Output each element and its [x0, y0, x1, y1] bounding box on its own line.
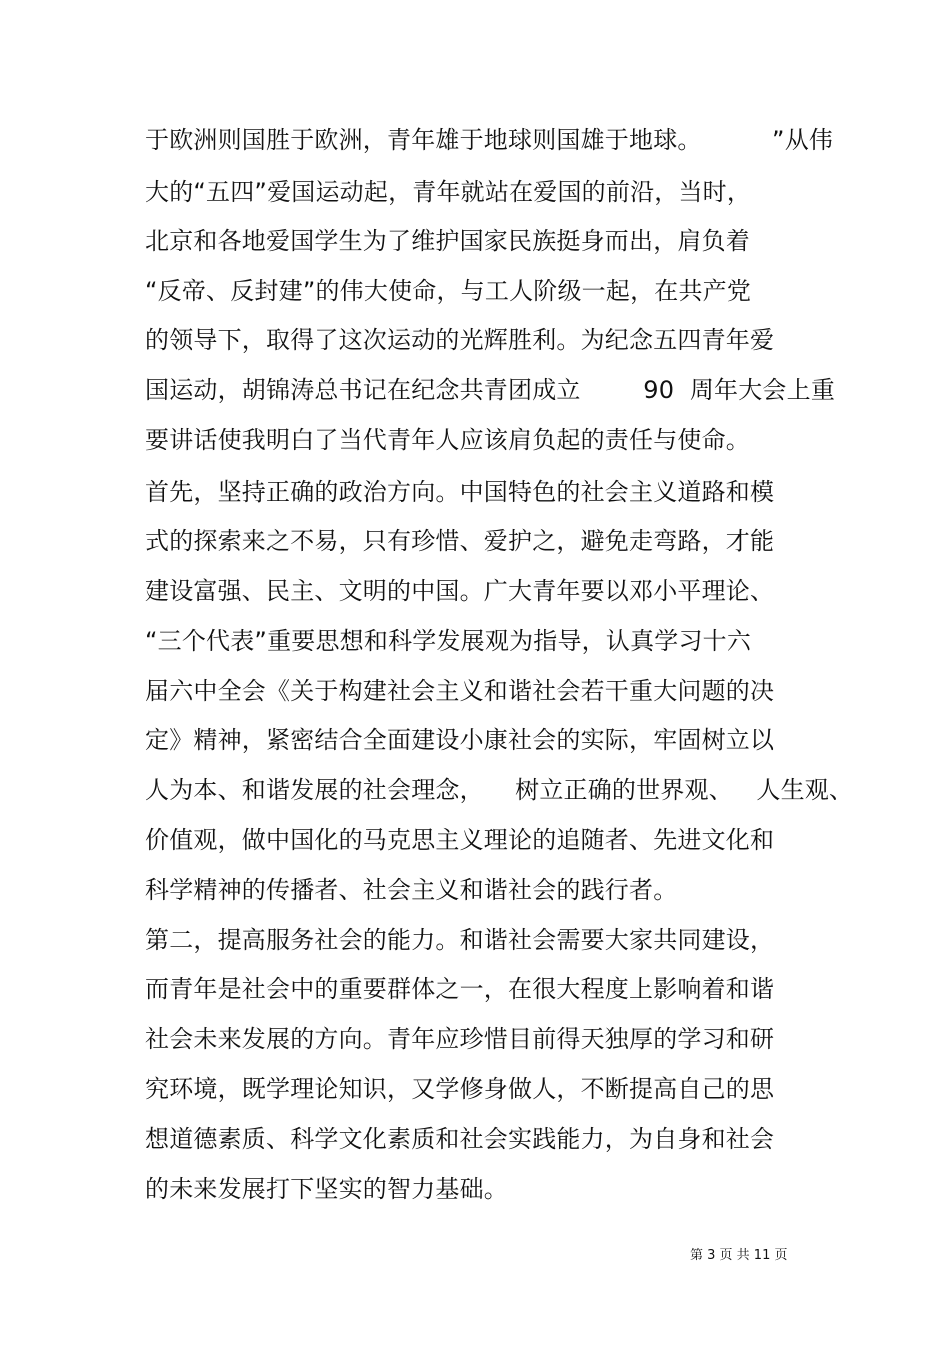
text-line: 大的“五四”爱国运动起，青年就站在爱国的前沿，当时， [145, 178, 752, 206]
text-line: 人为本、和谐发展的社会理念， 树立正确的世界观、 人生观、 [145, 776, 854, 804]
text-line: 而青年是社会中的重要群体之一，在很大程度上影响着和谐 [145, 975, 775, 1003]
text-line: 要讲话使我明白了当代青年人应该肩负起的责任与使命。 [145, 426, 750, 454]
text-line: 北京和各地爱国学生为了维护国家民族挺身而出，肩负着 [145, 227, 750, 255]
text-line: 价值观，做中国化的马克思主义理论的追随者、先进文化和 [145, 826, 775, 854]
text-line: 定》精神，紧密结合全面建设小康社会的实际，牢固树立以 [145, 726, 775, 754]
page-footer: 第 3 页 共 11 页 [690, 1248, 788, 1263]
text-line: 想道德素质、科学文化素质和社会实践能力，为自身和社会 [145, 1125, 775, 1153]
text-line: 究环境，既学理论知识，又学修身做人，不断提高自己的思 [145, 1075, 775, 1103]
text-line: 科学精神的传播者、社会主义和谐社会的践行者。 [145, 876, 678, 904]
text-line: 届六中全会《关于构建社会主义和谐社会若干重大问题的决 [145, 677, 775, 705]
text-line: 于欧洲则国胜于欧洲，青年雄于地球则国雄于地球。 ”从伟 [145, 126, 834, 154]
text-line: “反帝、反封建”的伟大使命，与工人阶级一起，在共产党 [145, 277, 752, 305]
text-line: 第二，提高服务社会的能力。和谐社会需要大家共同建设， [145, 926, 775, 954]
text-line: 国运动，胡锦涛总书记在纪念共青团成立 90 周年大会上重 [145, 376, 836, 404]
text-line: 的未来发展打下坚实的智力基础。 [145, 1175, 508, 1203]
text-line: 社会未来发展的方向。青年应珍惜目前得天独厚的学习和研 [145, 1025, 775, 1053]
text-line: 首先，坚持正确的政治方向。中国特色的社会主义道路和模 [145, 478, 775, 506]
text-line: “三个代表”重要思想和科学发展观为指导，认真学习十六 [145, 627, 752, 655]
text-line: 的领导下，取得了这次运动的光辉胜利。为纪念五四青年爱 [145, 326, 775, 354]
text-line: 建设富强、民主、文明的中国。广大青年要以邓小平理论、 [145, 577, 775, 605]
text-line: 式的探索来之不易，只有珍惜、爱护之，避免走弯路，才能 [145, 527, 775, 555]
